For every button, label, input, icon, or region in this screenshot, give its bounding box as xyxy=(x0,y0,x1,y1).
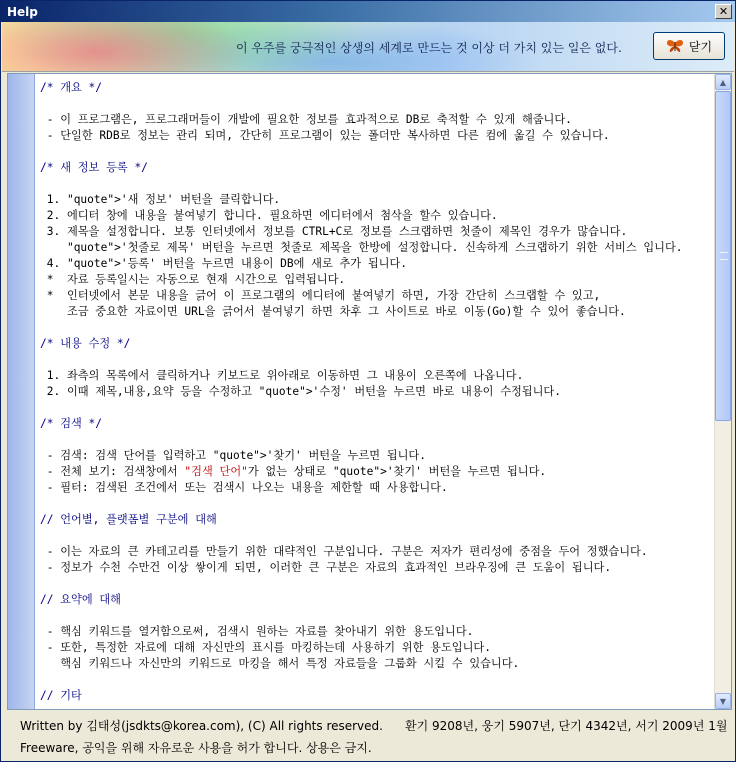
scroll-down-arrow-icon[interactable]: ▼ xyxy=(715,693,731,709)
banner-motto: 이 우주를 궁극적인 상생의 세계로 만드는 것 이상 더 가치 있는 일은 없다. xyxy=(236,41,622,55)
help-text-line xyxy=(40,432,712,448)
calendar-text: 환기 9208년, 웅기 5907년, 단기 4342년, 서기 2009년 1월 xyxy=(405,719,728,733)
vertical-scrollbar[interactable] xyxy=(714,74,731,709)
copyright-text: Written by 김태성(jsdkts@korea.com), (C) All rights reserved. xyxy=(20,719,383,733)
butterfly-icon xyxy=(666,39,684,53)
help-text-line: 3. 제목을 설정합니다. 보통 인터넷에서 정보를 CTRL+C로 정보를 스크랩하면 첫줄이 제목인 경우가 많습니다. xyxy=(40,225,628,238)
scroll-thumb[interactable] xyxy=(715,91,731,421)
help-text-line: 2. 에디터 창에 내용을 붙여넣기 합니다. 필요하면 에디터에서 첨삭을 할수 있습니다. xyxy=(40,209,498,222)
help-text-line xyxy=(40,352,712,368)
help-text-line: * 자료 등록일시는 자동으로 현재 시간으로 입력됩니다. xyxy=(40,273,346,286)
help-text-line: - 이는 자료의 큰 카테고리를 만들기 위한 대략적인 구분입니다. 구분은 저자가 편리성에 중점을 두어 정했습니다. xyxy=(40,545,648,558)
help-text-line: /* 내용 수정 */ xyxy=(40,337,131,350)
help-text-line: // 기타 xyxy=(40,689,82,702)
help-text-line xyxy=(40,576,712,592)
help-text-line: /* 검색 */ xyxy=(40,417,103,430)
help-text-line: - 이 프로그램은, 프로그래머들이 개발에 필요한 정보를 효과적으로 DB로 축적할 수 있게 해줍니다. xyxy=(40,113,572,126)
scroll-up-arrow-icon[interactable]: ▲ xyxy=(715,74,731,90)
help-text-line: 4. "quote">'등록' 버턴을 누르면 내용이 DB에 새로 추가 됩니다. xyxy=(40,257,408,270)
help-text[interactable] xyxy=(40,80,712,705)
help-text-line: "quote">'첫줄로 제목' 버턴을 누르면 첫줄로 제목을 한방에 설정합니다. 신속하게 스크랩하기 위한 서비스 입니다. xyxy=(66,241,683,254)
help-text-line: 조금 중요한 자료이면 URL을 긁어서 붙여넣기 하면 차후 그 사이트로 바로 이동(Go)할 수 있어 좋습니다. xyxy=(40,305,626,318)
help-text-line: - 정보가 수천 수만건 이상 쌓이게 되면, 이러한 큰 구분은 자료의 효과적인 브라우징에 큰 도움이 됩니다. xyxy=(40,561,612,574)
help-text-line: /* 새 정보 등록 */ xyxy=(40,161,148,174)
help-text-line xyxy=(40,496,712,512)
close-button-label: 닫기 xyxy=(688,39,713,54)
left-gutter xyxy=(8,74,35,709)
help-text-line: // 언어별, 플랫폼별 구분에 대해 xyxy=(40,513,217,526)
help-text-line xyxy=(40,528,712,544)
help-text-line: 핵심 키워드나 자신만의 키워드로 마킹을 해서 특정 자료들을 그룹화 시킬 수 있습니다. xyxy=(40,657,520,670)
close-button[interactable] xyxy=(653,32,725,60)
window-close-button[interactable]: ✕ xyxy=(715,4,732,19)
help-text-line: - 검색: 검색 단어를 입력하고 "quote">'찾기' 버턴을 누르면 됩니다. xyxy=(40,449,426,462)
title-bar xyxy=(1,1,735,22)
help-text-line xyxy=(40,96,712,112)
help-text-line: - 필터: 검색된 조건에서 또는 검색시 나오는 내용을 제한할 때 사용합니다. xyxy=(40,481,448,494)
window-title: Help xyxy=(7,4,38,19)
help-text-line: - 핵심 키워드를 열거함으로써, 검색시 원하는 자료를 찾아내기 위한 용도입니다. xyxy=(40,625,474,638)
help-text-line xyxy=(40,672,712,688)
help-content-pane[interactable] xyxy=(7,73,732,710)
help-text-line: - 또한, 특정한 자료에 대해 자신만의 표시를 마킹하는데 사용하기 위한 용도입니다. xyxy=(40,641,491,654)
help-text-line xyxy=(40,176,712,192)
help-text-line: * 인터넷에서 본문 내용을 긁어 이 프로그램의 에디터에 붙여넣기 하면, 가장 간단히 스크랩할 수 있고, xyxy=(40,289,601,302)
help-text-line xyxy=(40,144,712,160)
help-text-line: - 전체 보기: 검색창에서 "검색 단어"가 없는 상태로 "quote">'찾기' 버턴을 누르면 됩니다. xyxy=(40,465,547,478)
help-text-line: 1. 좌측의 목록에서 클릭하거나 키보드로 위아래로 이동하면 그 내용이 오른쪽에 나옵니다. xyxy=(40,369,524,382)
help-text-line: 1. "quote">'새 정보' 버턴을 클릭합니다. xyxy=(40,193,281,206)
help-text-line: // 요약에 대해 xyxy=(40,593,121,606)
help-text-line: 2. 이때 제목,내용,요약 등을 수정하고 "quote">'수정' 버턴을 누르면 바로 내용이 수정됩니다. xyxy=(40,385,561,398)
help-text-line: - 단일한 RDB로 정보는 관리 되며, 간단히 프로그램이 있는 폴더만 복사하면 다른 컴에 옮길 수 있습니다. xyxy=(40,129,610,142)
license-text: Freeware, 공익을 위해 자유로운 사용을 허가 합니다. 상용은 금지. xyxy=(20,741,372,755)
footer xyxy=(2,711,734,761)
help-text-line xyxy=(40,608,712,624)
help-text-line: /* 개요 */ xyxy=(40,81,103,94)
help-text-line xyxy=(40,400,712,416)
help-text-line xyxy=(40,320,712,336)
banner xyxy=(2,22,734,72)
